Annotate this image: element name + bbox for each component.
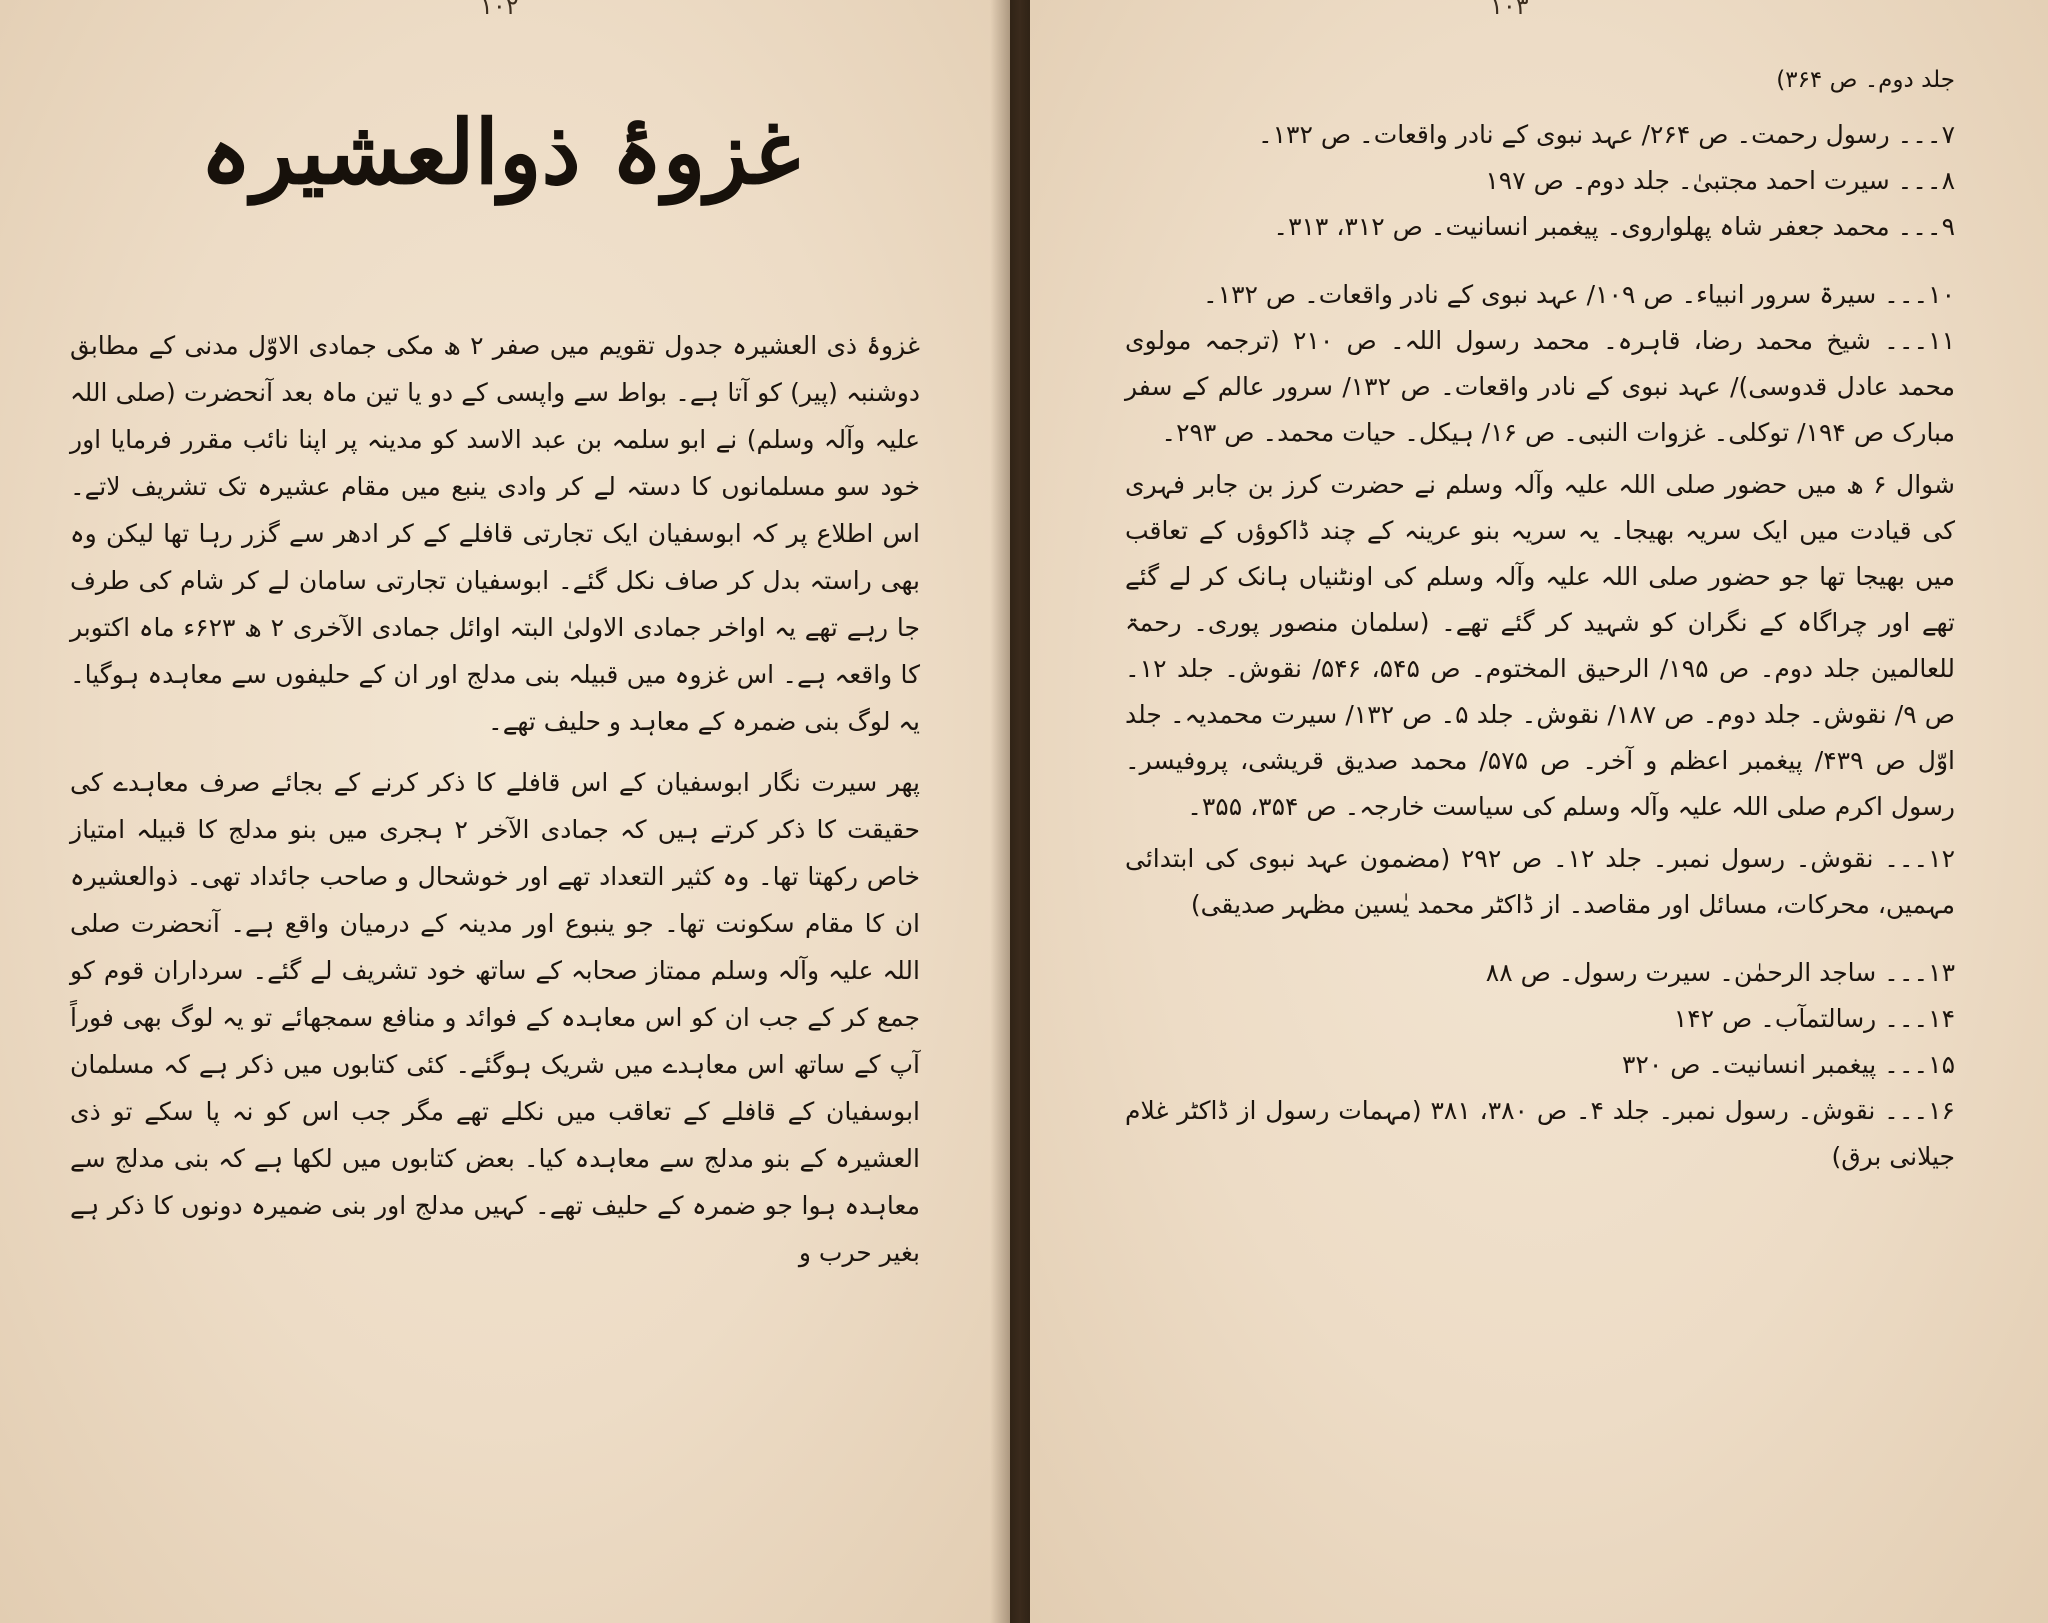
continued-reference: جلد دوم۔ ص ۳۶۴)	[1776, 67, 1955, 93]
right-page-number: ۱۰۳	[1490, 0, 1529, 20]
footnote-16: ۱۶۔۔۔ نقوش۔ رسول نمبر۔ جلد ۴۔ ص ۳۸۰، ۳۸۱ (مہمات رسول از ڈاکٹر غلام جیلانی برق)	[1125, 1096, 1955, 1171]
sariyya-paragraph: شوال ۶ ھ میں حضور صلی اللہ علیہ وآلہ وسلم نے حضرت کرز بن جابر فہری کی قیادت میں ایک سریہ بھیجا۔ یہ سریہ بنو عرینہ کے چند ڈاکوؤں کے تعاقب میں بھیجا تھا جو حضور صلی اللہ علیہ وآلہ وسلم کی اونٹنیاں ہانک کر لے گئے تھے اور چراگاہ کے نگران کو شہید کر گئے تھے۔ (سلمان منصور پوری۔ رحمۃ للعالمین جلد دوم۔ ص ۱۹۵/ الرحیق المختوم۔ ص ۵۴۵، ۵۴۶/ نقوش۔ جلد ۱۲۔ ص ۹/ نقوش۔ جلد دوم۔ ص ۱۸۷/ نقوش۔ جلد ۵۔ ص ۱۳۲/ سیرت محمدیہ۔ جلد اوّل ص ۴۳۹/ پیغمبر اعظم و آخر۔ ص ۵۷۵/ محمد صدیق قریشی، پروفیسر۔ رسول اکرم صلی اللہ علیہ وآلہ وسلم کی سیاست خارجہ۔ ص ۳۵۴، ۳۵۵۔	[1125, 470, 1956, 821]
footnote-15: ۱۵۔۔۔ پیغمبر انسانیت۔ ص ۳۲۰	[1622, 1050, 1955, 1079]
left-page	[0, 0, 1010, 1623]
footnote-12: ۱۲۔۔۔ نقوش۔ رسول نمبر۔ جلد ۱۲۔ ص ۲۹۲ (مضمون عہد نبوی کی ابتدائی مہمیں، محرکات، مسائل اور مقاصد۔ از ڈاکٹر محمد یٰسین مظہر صدیقی)	[1125, 844, 1956, 919]
left-body-text	[70, 322, 920, 1282]
footnote-11: ۱۱۔۔۔ شیخ محمد رضا، قاہرہ۔ محمد رسول اللہ۔ ص ۲۱۰ (ترجمہ مولوی محمد عادل قدوسی)/ عہد نبوی کے نادر واقعات۔ ص ۱۳۲/ سرور عالم کے سفر مبارک ص ۱۹۴/ توکلی۔ غزوات النبی۔ ص ۱۶/ ہیکل۔ حیات محمد۔ ص ۲۹۳۔	[1125, 326, 1955, 447]
body-paragraph-2: پھر سیرت نگار ابوسفیان کے اس قافلے کا ذکر کرنے کے بجائے صرف معاہدے کی حقیقت کا ذکر کرتے ہیں کہ جمادی الآخر ۲ ہجری میں بنو مدلج کا قبیلہ امتیاز خاص رکھتا تھا۔ وہ کثیر التعداد تھے اور خوشحال و صاحب جائداد تھی۔ ذوالعشیرہ ان کا مقام سکونت تھا۔ جو ینبوع اور مدینہ کے درمیان واقع ہے۔ آنحضرت صلی اللہ علیہ وآلہ وسلم ممتاز صحابہ کے ساتھ خود تشریف لے گئے۔ سرداران قوم کو جمع کر کے جب ان کو اس معاہدہ کے فوائد و منافع سمجھائے تو یہ لوگ بھی فوراً آپ کے ساتھ اس معاہدے میں شریک ہوگئے۔ کئی کتابوں میں ذکر ہے کہ مسلمان ابوسفیان کے قافلے کے تعاقب میں نکلے تھے مگر جب اس کو نہ پا سکے تو ذی العشیرہ کے بنو مدلج سے معاہدہ کیا۔ بعض کتابوں میں لکھا ہے کہ بنی مدلج سے معاہدہ ہوا جو ضمرہ کے حلیف تھے۔ کہیں مدلج اور بنی ضمیرہ دونوں کا ذکر ہے بغیر حرب و	[70, 768, 920, 1267]
footnote-14: ۱۴۔۔۔ رسالتمآب۔ ص ۱۴۲	[1673, 1004, 1955, 1033]
footnote-8: ۸۔۔۔ سیرت احمد مجتبیٰ۔ جلد دوم۔ ص ۱۹۷	[1485, 166, 1955, 195]
chapter-title: غزوۂ ذوالعشیرہ	[200, 100, 800, 204]
spacer	[1125, 928, 1955, 950]
footnote-10: ۱۰۔۔۔ سیرۃ سرور انبیاء۔ ص ۱۰۹/ عہد نبوی کے نادر واقعات۔ ص ۱۳۲۔	[1203, 280, 1955, 309]
footnote-7: ۷۔۔۔ رسول رحمت۔ ص ۲۶۴/ عہد نبوی کے نادر واقعات۔ ص ۱۳۲۔	[1257, 120, 1955, 149]
right-page	[1030, 0, 2048, 1623]
footnote-13: ۱۳۔۔۔ ساجد الرحمٰن۔ سیرت رسول۔ ص ۸۸	[1485, 958, 1955, 987]
body-paragraph-1: غزوۂ ذی العشیرہ جدول تقویم میں صفر ۲ ھ مکی جمادی الاوّل مدنی کے مطابق دوشنبہ (پیر) کو آتا ہے۔ بواط سے واپسی کے دو یا تین ماہ بعد آنحضرت (صلی اللہ علیہ وآلہ وسلم) نے ابو سلمہ بن عبد الاسد کو مدینہ پر اپنا نائب مقرر فرمایا اور خود سو مسلمانوں کا دستہ لے کر وادی ینبع میں مقام عشیرہ تک تشریف لاتے۔ اس اطلاع پر کہ ابوسفیان ایک تجارتی قافلے کے کر ادھر سے گزر رہا تھا لیکن وہ بھی راستہ بدل کر صاف نکل گئے۔ ابوسفیان تجارتی سامان لے کر شام کی طرف جا رہے تھے یہ اواخر جمادی الاولیٰ البتہ اوائل جمادی الآخری ۲ ھ ۶۲۳ء ماہ اکتوبر کا واقعہ ہے۔ اس غزوہ میں قبیلہ بنی مدلج اور ان کے حلیفوں سے معاہدہ ہوگیا۔ یہ لوگ بنی ضمرہ کے معاہد و حلیف تھے۔	[70, 331, 920, 736]
footnote-9: ۹۔۔۔ محمد جعفر شاہ پھلواروی۔ پیغمبر انسانیت۔ ص ۳۱۲، ۳۱۳۔	[1273, 212, 1955, 241]
left-page-number: ۱۰۲	[480, 0, 519, 20]
footnotes-block	[1125, 60, 1955, 1180]
spacer	[1125, 250, 1955, 272]
